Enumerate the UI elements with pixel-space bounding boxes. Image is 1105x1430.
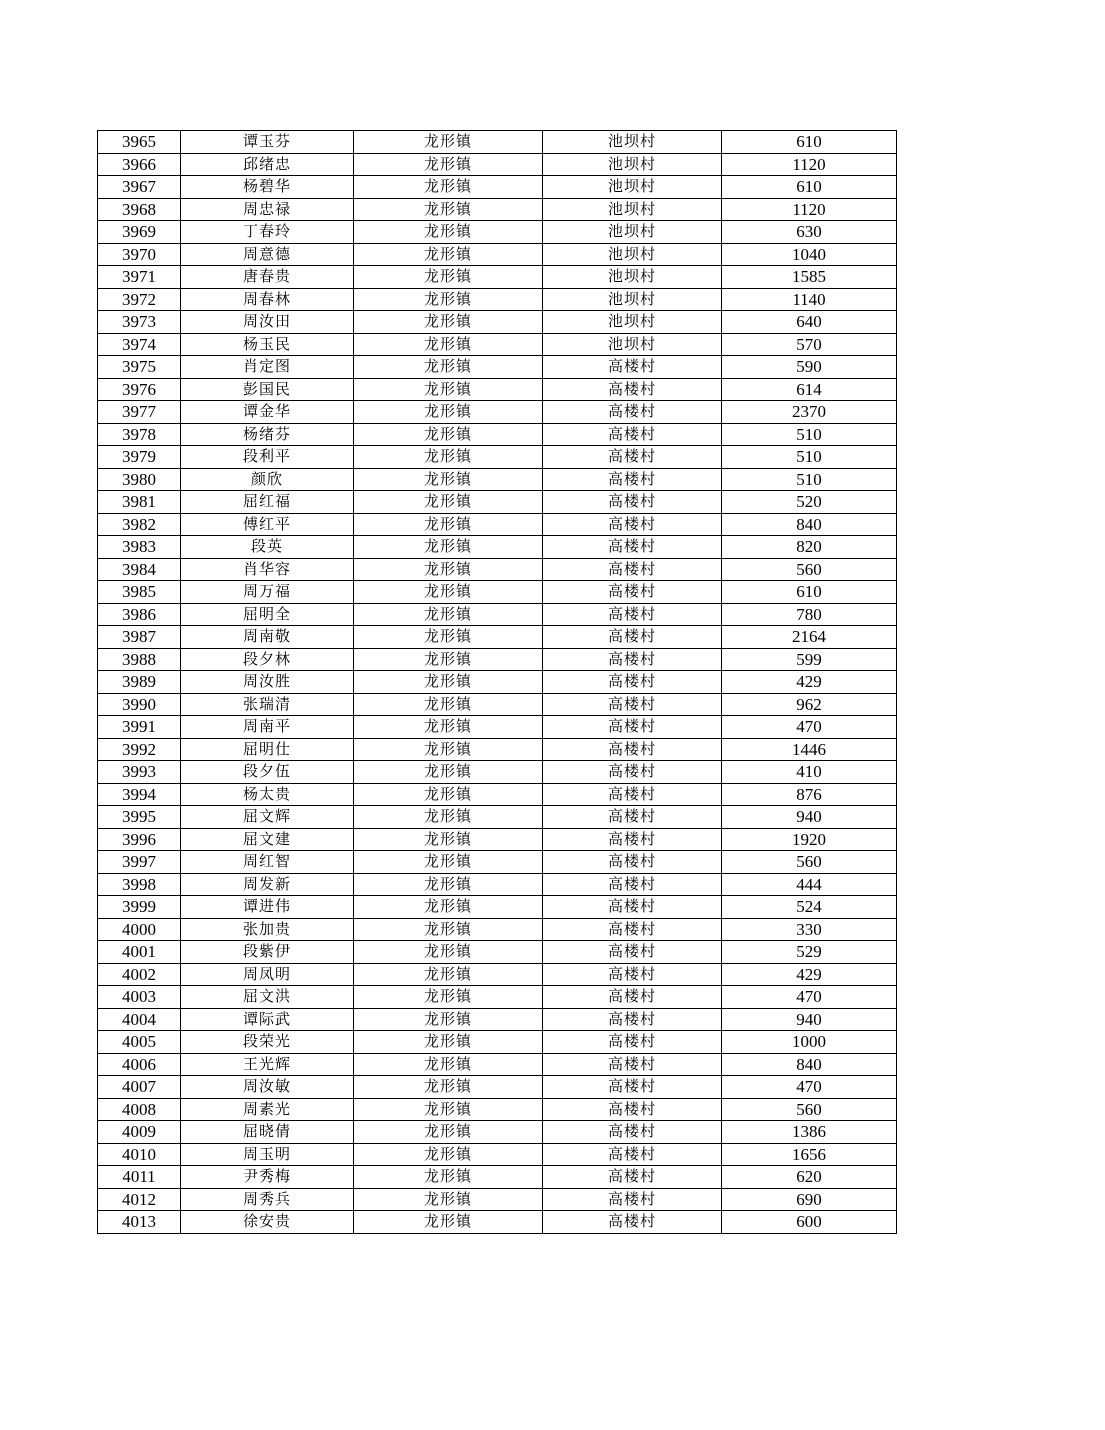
name-cell: 杨太贵 [181, 783, 354, 806]
name-cell: 周春林 [181, 288, 354, 311]
name-cell: 周忠禄 [181, 198, 354, 221]
row-number-cell: 3996 [98, 828, 181, 851]
town-cell: 龙形镇 [354, 356, 543, 379]
name-cell: 周秀兵 [181, 1188, 354, 1211]
amount-cell: 529 [722, 941, 897, 964]
town-cell: 龙形镇 [354, 828, 543, 851]
town-cell: 龙形镇 [354, 1008, 543, 1031]
row-number-cell: 3981 [98, 491, 181, 514]
row-number-cell: 3976 [98, 378, 181, 401]
name-cell: 尹秀梅 [181, 1166, 354, 1189]
town-cell: 龙形镇 [354, 738, 543, 761]
name-cell: 周发新 [181, 873, 354, 896]
amount-cell: 640 [722, 311, 897, 334]
amount-cell: 429 [722, 963, 897, 986]
name-cell: 肖定图 [181, 356, 354, 379]
name-cell: 周万福 [181, 581, 354, 604]
row-number-cell: 3967 [98, 176, 181, 199]
village-cell: 高楼村 [543, 1143, 722, 1166]
name-cell: 段紫伊 [181, 941, 354, 964]
name-cell: 屈晓倩 [181, 1121, 354, 1144]
table-row [98, 806, 897, 829]
village-cell: 高楼村 [543, 716, 722, 739]
row-number-cell: 3982 [98, 513, 181, 536]
row-number-cell: 4008 [98, 1098, 181, 1121]
data-table [97, 130, 897, 1234]
table-row [98, 693, 897, 716]
table-row [98, 716, 897, 739]
town-cell: 龙形镇 [354, 896, 543, 919]
amount-cell: 590 [722, 356, 897, 379]
table-row [98, 243, 897, 266]
table-row [98, 671, 897, 694]
name-cell: 张加贵 [181, 918, 354, 941]
amount-cell: 840 [722, 1053, 897, 1076]
name-cell: 周素光 [181, 1098, 354, 1121]
village-cell: 高楼村 [543, 941, 722, 964]
table-row [98, 941, 897, 964]
table-row [98, 828, 897, 851]
table-row [98, 918, 897, 941]
table-row [98, 1166, 897, 1189]
name-cell: 屈红福 [181, 491, 354, 514]
table-row [98, 401, 897, 424]
table-row [98, 333, 897, 356]
town-cell: 龙形镇 [354, 311, 543, 334]
village-cell: 高楼村 [543, 738, 722, 761]
village-cell: 高楼村 [543, 1098, 722, 1121]
name-cell: 段荣光 [181, 1031, 354, 1054]
table-row [98, 513, 897, 536]
table-row [98, 851, 897, 874]
village-cell: 高楼村 [543, 1053, 722, 1076]
name-cell: 周南敬 [181, 626, 354, 649]
village-cell: 池坝村 [543, 176, 722, 199]
table-row [98, 153, 897, 176]
row-number-cell: 4004 [98, 1008, 181, 1031]
town-cell: 龙形镇 [354, 603, 543, 626]
town-cell: 龙形镇 [354, 963, 543, 986]
town-cell: 龙形镇 [354, 1188, 543, 1211]
row-number-cell: 3978 [98, 423, 181, 446]
village-cell: 高楼村 [543, 963, 722, 986]
table-row [98, 221, 897, 244]
town-cell: 龙形镇 [354, 941, 543, 964]
table-row [98, 1008, 897, 1031]
village-cell: 高楼村 [543, 1188, 722, 1211]
row-number-cell: 3988 [98, 648, 181, 671]
town-cell: 龙形镇 [354, 761, 543, 784]
village-cell: 高楼村 [543, 671, 722, 694]
name-cell: 周玉明 [181, 1143, 354, 1166]
town-cell: 龙形镇 [354, 153, 543, 176]
town-cell: 龙形镇 [354, 648, 543, 671]
table-row [98, 626, 897, 649]
village-cell: 高楼村 [543, 918, 722, 941]
village-cell: 高楼村 [543, 693, 722, 716]
village-cell: 池坝村 [543, 266, 722, 289]
table-row [98, 1143, 897, 1166]
row-number-cell: 3971 [98, 266, 181, 289]
amount-cell: 1040 [722, 243, 897, 266]
row-number-cell: 4010 [98, 1143, 181, 1166]
village-cell: 池坝村 [543, 198, 722, 221]
name-cell: 周意德 [181, 243, 354, 266]
table-row [98, 648, 897, 671]
row-number-cell: 3975 [98, 356, 181, 379]
village-cell: 高楼村 [543, 828, 722, 851]
village-cell: 高楼村 [543, 626, 722, 649]
town-cell: 龙形镇 [354, 198, 543, 221]
row-number-cell: 3991 [98, 716, 181, 739]
amount-cell: 570 [722, 333, 897, 356]
table-row [98, 896, 897, 919]
row-number-cell: 3997 [98, 851, 181, 874]
village-cell: 池坝村 [543, 131, 722, 154]
town-cell: 龙形镇 [354, 1076, 543, 1099]
row-number-cell: 4002 [98, 963, 181, 986]
town-cell: 龙形镇 [354, 693, 543, 716]
village-cell: 高楼村 [543, 1166, 722, 1189]
amount-cell: 610 [722, 131, 897, 154]
table-row [98, 536, 897, 559]
row-number-cell: 3993 [98, 761, 181, 784]
amount-cell: 876 [722, 783, 897, 806]
name-cell: 邱绪忠 [181, 153, 354, 176]
town-cell: 龙形镇 [354, 626, 543, 649]
village-cell: 高楼村 [543, 581, 722, 604]
name-cell: 屈明全 [181, 603, 354, 626]
town-cell: 龙形镇 [354, 401, 543, 424]
table-row [98, 446, 897, 469]
village-cell: 高楼村 [543, 1008, 722, 1031]
row-number-cell: 4000 [98, 918, 181, 941]
amount-cell: 560 [722, 851, 897, 874]
row-number-cell: 3985 [98, 581, 181, 604]
town-cell: 龙形镇 [354, 1166, 543, 1189]
table-row [98, 581, 897, 604]
row-number-cell: 3995 [98, 806, 181, 829]
table-body [98, 131, 897, 1234]
amount-cell: 599 [722, 648, 897, 671]
village-cell: 高楼村 [543, 603, 722, 626]
village-cell: 高楼村 [543, 491, 722, 514]
village-cell: 高楼村 [543, 423, 722, 446]
name-cell: 谭际武 [181, 1008, 354, 1031]
row-number-cell: 4011 [98, 1166, 181, 1189]
amount-cell: 962 [722, 693, 897, 716]
row-number-cell: 3979 [98, 446, 181, 469]
row-number-cell: 3968 [98, 198, 181, 221]
amount-cell: 510 [722, 446, 897, 469]
name-cell: 肖华容 [181, 558, 354, 581]
village-cell: 高楼村 [543, 1031, 722, 1054]
amount-cell: 524 [722, 896, 897, 919]
village-cell: 高楼村 [543, 401, 722, 424]
town-cell: 龙形镇 [354, 1121, 543, 1144]
row-number-cell: 3987 [98, 626, 181, 649]
amount-cell: 520 [722, 491, 897, 514]
village-cell: 池坝村 [543, 221, 722, 244]
village-cell: 高楼村 [543, 896, 722, 919]
village-cell: 高楼村 [543, 761, 722, 784]
town-cell: 龙形镇 [354, 468, 543, 491]
name-cell: 屈文建 [181, 828, 354, 851]
name-cell: 屈明仕 [181, 738, 354, 761]
table-row [98, 738, 897, 761]
village-cell: 池坝村 [543, 288, 722, 311]
table-row [98, 468, 897, 491]
name-cell: 段利平 [181, 446, 354, 469]
table-row [98, 423, 897, 446]
village-cell: 池坝村 [543, 333, 722, 356]
amount-cell: 610 [722, 176, 897, 199]
name-cell: 屈文辉 [181, 806, 354, 829]
name-cell: 段英 [181, 536, 354, 559]
village-cell: 高楼村 [543, 1211, 722, 1234]
amount-cell: 620 [722, 1166, 897, 1189]
amount-cell: 470 [722, 1076, 897, 1099]
town-cell: 龙形镇 [354, 131, 543, 154]
row-number-cell: 4013 [98, 1211, 181, 1234]
row-number-cell: 4005 [98, 1031, 181, 1054]
village-cell: 高楼村 [543, 513, 722, 536]
table-row [98, 131, 897, 154]
table-row [98, 873, 897, 896]
amount-cell: 330 [722, 918, 897, 941]
row-number-cell: 3970 [98, 243, 181, 266]
amount-cell: 429 [722, 671, 897, 694]
amount-cell: 560 [722, 1098, 897, 1121]
town-cell: 龙形镇 [354, 581, 543, 604]
row-number-cell: 3990 [98, 693, 181, 716]
row-number-cell: 3992 [98, 738, 181, 761]
town-cell: 龙形镇 [354, 806, 543, 829]
town-cell: 龙形镇 [354, 851, 543, 874]
village-cell: 高楼村 [543, 873, 722, 896]
name-cell: 周汝田 [181, 311, 354, 334]
amount-cell: 600 [722, 1211, 897, 1234]
village-cell: 池坝村 [543, 243, 722, 266]
town-cell: 龙形镇 [354, 513, 543, 536]
village-cell: 高楼村 [543, 648, 722, 671]
amount-cell: 560 [722, 558, 897, 581]
table-row [98, 356, 897, 379]
table-row [98, 963, 897, 986]
row-number-cell: 3965 [98, 131, 181, 154]
village-cell: 高楼村 [543, 558, 722, 581]
table-row [98, 1211, 897, 1234]
table-row [98, 761, 897, 784]
amount-cell: 780 [722, 603, 897, 626]
town-cell: 龙形镇 [354, 491, 543, 514]
row-number-cell: 3989 [98, 671, 181, 694]
row-number-cell: 3966 [98, 153, 181, 176]
amount-cell: 2370 [722, 401, 897, 424]
town-cell: 龙形镇 [354, 1143, 543, 1166]
village-cell: 高楼村 [543, 468, 722, 491]
town-cell: 龙形镇 [354, 558, 543, 581]
table-row [98, 1188, 897, 1211]
amount-cell: 1386 [722, 1121, 897, 1144]
table-row [98, 1121, 897, 1144]
name-cell: 谭金华 [181, 401, 354, 424]
row-number-cell: 3984 [98, 558, 181, 581]
village-cell: 高楼村 [543, 783, 722, 806]
table-row [98, 986, 897, 1009]
name-cell: 杨碧华 [181, 176, 354, 199]
name-cell: 谭进伟 [181, 896, 354, 919]
amount-cell: 1585 [722, 266, 897, 289]
table-row [98, 783, 897, 806]
amount-cell: 1446 [722, 738, 897, 761]
town-cell: 龙形镇 [354, 423, 543, 446]
table-row [98, 1031, 897, 1054]
name-cell: 徐安贵 [181, 1211, 354, 1234]
amount-cell: 1920 [722, 828, 897, 851]
village-cell: 池坝村 [543, 311, 722, 334]
town-cell: 龙形镇 [354, 243, 543, 266]
town-cell: 龙形镇 [354, 221, 543, 244]
name-cell: 周汝敏 [181, 1076, 354, 1099]
name-cell: 周汝胜 [181, 671, 354, 694]
town-cell: 龙形镇 [354, 266, 543, 289]
name-cell: 杨绪芬 [181, 423, 354, 446]
town-cell: 龙形镇 [354, 1098, 543, 1121]
name-cell: 颜欣 [181, 468, 354, 491]
amount-cell: 614 [722, 378, 897, 401]
name-cell: 段夕林 [181, 648, 354, 671]
amount-cell: 510 [722, 423, 897, 446]
table-row [98, 1076, 897, 1099]
row-number-cell: 3994 [98, 783, 181, 806]
row-number-cell: 3998 [98, 873, 181, 896]
amount-cell: 2164 [722, 626, 897, 649]
town-cell: 龙形镇 [354, 446, 543, 469]
name-cell: 屈文洪 [181, 986, 354, 1009]
name-cell: 傅红平 [181, 513, 354, 536]
town-cell: 龙形镇 [354, 671, 543, 694]
name-cell: 唐春贵 [181, 266, 354, 289]
table-row [98, 288, 897, 311]
amount-cell: 444 [722, 873, 897, 896]
town-cell: 龙形镇 [354, 536, 543, 559]
row-number-cell: 3972 [98, 288, 181, 311]
amount-cell: 1656 [722, 1143, 897, 1166]
row-number-cell: 3973 [98, 311, 181, 334]
row-number-cell: 4001 [98, 941, 181, 964]
name-cell: 周南平 [181, 716, 354, 739]
amount-cell: 610 [722, 581, 897, 604]
name-cell: 张瑞清 [181, 693, 354, 716]
village-cell: 高楼村 [543, 851, 722, 874]
amount-cell: 840 [722, 513, 897, 536]
table-row [98, 176, 897, 199]
town-cell: 龙形镇 [354, 333, 543, 356]
table-row [98, 1098, 897, 1121]
amount-cell: 820 [722, 536, 897, 559]
table-row [98, 266, 897, 289]
name-cell: 丁春玲 [181, 221, 354, 244]
town-cell: 龙形镇 [354, 1031, 543, 1054]
row-number-cell: 3974 [98, 333, 181, 356]
amount-cell: 1120 [722, 198, 897, 221]
name-cell: 杨玉民 [181, 333, 354, 356]
row-number-cell: 4003 [98, 986, 181, 1009]
village-cell: 高楼村 [543, 1076, 722, 1099]
name-cell: 王光辉 [181, 1053, 354, 1076]
town-cell: 龙形镇 [354, 176, 543, 199]
row-number-cell: 4009 [98, 1121, 181, 1144]
amount-cell: 410 [722, 761, 897, 784]
village-cell: 高楼村 [543, 806, 722, 829]
row-number-cell: 3999 [98, 896, 181, 919]
village-cell: 高楼村 [543, 356, 722, 379]
amount-cell: 630 [722, 221, 897, 244]
row-number-cell: 3983 [98, 536, 181, 559]
row-number-cell: 3986 [98, 603, 181, 626]
village-cell: 高楼村 [543, 378, 722, 401]
village-cell: 高楼村 [543, 1121, 722, 1144]
amount-cell: 470 [722, 716, 897, 739]
amount-cell: 940 [722, 806, 897, 829]
amount-cell: 510 [722, 468, 897, 491]
amount-cell: 940 [722, 1008, 897, 1031]
table-row [98, 603, 897, 626]
table-row [98, 1053, 897, 1076]
table-row [98, 491, 897, 514]
town-cell: 龙形镇 [354, 1211, 543, 1234]
row-number-cell: 3969 [98, 221, 181, 244]
village-cell: 高楼村 [543, 446, 722, 469]
row-number-cell: 4012 [98, 1188, 181, 1211]
town-cell: 龙形镇 [354, 873, 543, 896]
town-cell: 龙形镇 [354, 1053, 543, 1076]
table-row [98, 198, 897, 221]
village-cell: 高楼村 [543, 986, 722, 1009]
table-row [98, 311, 897, 334]
amount-cell: 470 [722, 986, 897, 1009]
amount-cell: 1000 [722, 1031, 897, 1054]
amount-cell: 1140 [722, 288, 897, 311]
town-cell: 龙形镇 [354, 378, 543, 401]
town-cell: 龙形镇 [354, 918, 543, 941]
town-cell: 龙形镇 [354, 783, 543, 806]
name-cell: 周凤明 [181, 963, 354, 986]
amount-cell: 690 [722, 1188, 897, 1211]
town-cell: 龙形镇 [354, 288, 543, 311]
name-cell: 周红智 [181, 851, 354, 874]
row-number-cell: 3980 [98, 468, 181, 491]
amount-cell: 1120 [722, 153, 897, 176]
table-row [98, 558, 897, 581]
village-cell: 高楼村 [543, 536, 722, 559]
table-row [98, 378, 897, 401]
row-number-cell: 3977 [98, 401, 181, 424]
village-cell: 池坝村 [543, 153, 722, 176]
name-cell: 彭国民 [181, 378, 354, 401]
row-number-cell: 4007 [98, 1076, 181, 1099]
name-cell: 谭玉芬 [181, 131, 354, 154]
row-number-cell: 4006 [98, 1053, 181, 1076]
town-cell: 龙形镇 [354, 986, 543, 1009]
town-cell: 龙形镇 [354, 716, 543, 739]
name-cell: 段夕伍 [181, 761, 354, 784]
